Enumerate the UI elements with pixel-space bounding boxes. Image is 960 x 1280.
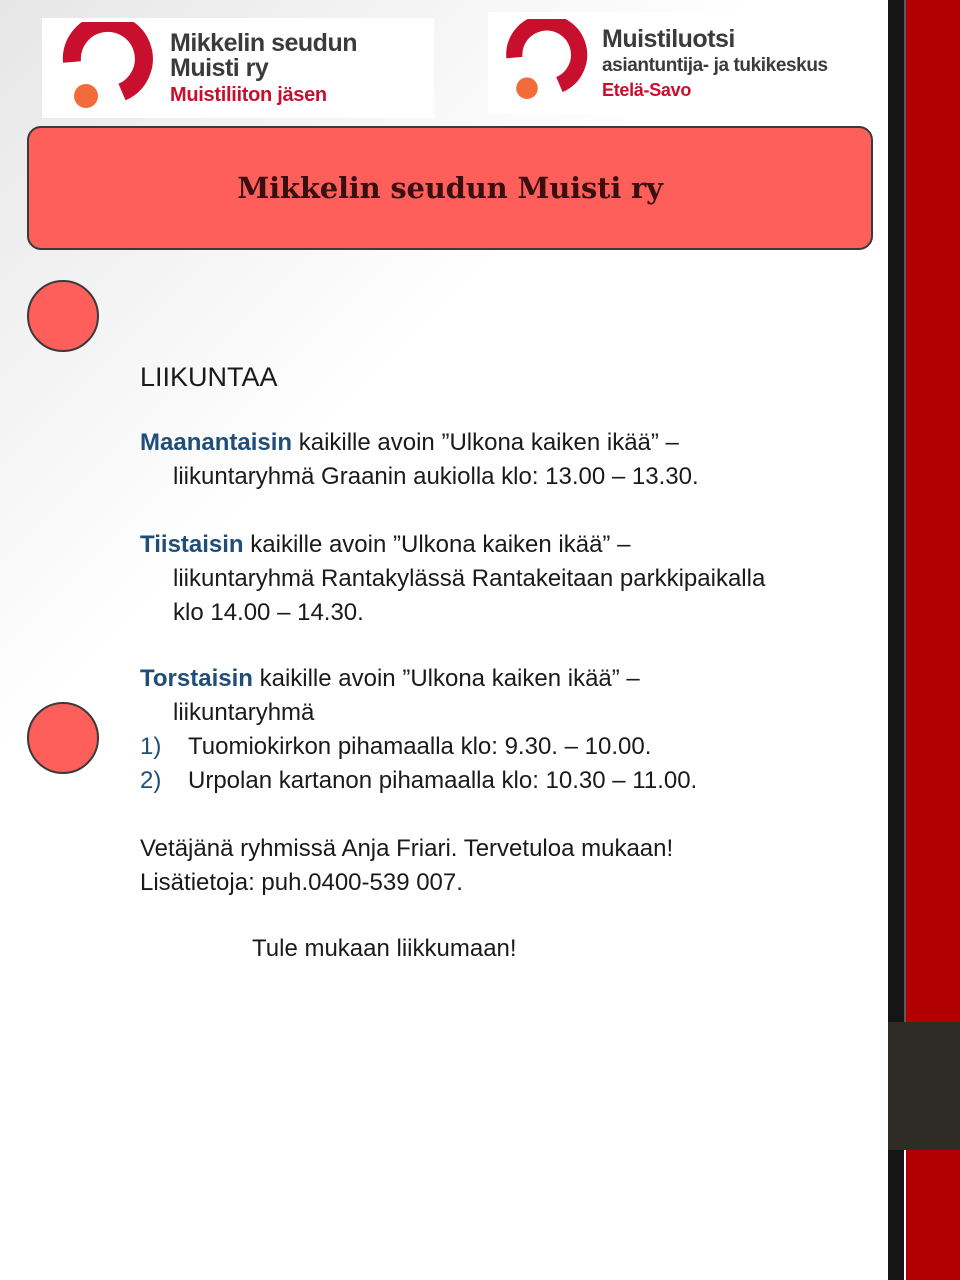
title-banner	[27, 126, 873, 250]
monday-line1: kaikille avoin ”Ulkona kaiken ikää” –	[292, 429, 679, 456]
tuesday-paragraph	[140, 528, 880, 630]
tuesday-line3: klo 14.00 – 14.30.	[173, 599, 364, 626]
logo-right-line1: Muistiluotsi	[602, 25, 735, 53]
decorative-circle-top	[27, 280, 99, 352]
list-item	[140, 730, 880, 764]
logo-muistiluotsi	[488, 12, 844, 114]
page-title: Mikkelin seudun Muisti ry	[237, 171, 663, 205]
contact-line: Lisätietoja: puh.0400-539 007.	[140, 869, 463, 896]
footer-info	[140, 832, 880, 900]
thursday-paragraph	[140, 662, 880, 730]
thursday-line2: liikuntaryhmä	[173, 699, 315, 726]
main-content	[140, 358, 880, 966]
logo-left-line1: Mikkelin seudun	[170, 29, 357, 57]
section-heading: LIIKUNTAA	[140, 362, 278, 392]
side-stripe-black	[888, 0, 904, 1022]
tuesday-line2: liikuntaryhmä Rantakylässä Rantakeitaan parkkipaikalla	[173, 565, 766, 592]
logo-mikkelin-muisti	[42, 18, 434, 118]
side-stripe-black-bottom	[888, 1150, 904, 1280]
side-stripe-dark-block	[888, 1022, 960, 1150]
question-mark-logo-icon	[500, 19, 590, 107]
list-item-text: Tuomiokirkon pihamaalla klo: 9.30. – 10.00.	[188, 733, 652, 760]
side-stripe-red	[906, 0, 960, 1022]
monday-line2: liikuntaryhmä Graanin aukiolla klo: 13.00 – 13.30.	[173, 463, 699, 490]
monday-paragraph	[140, 426, 880, 494]
tagline: Tule mukaan liikkumaan!	[252, 935, 517, 962]
list-item-number: 2)	[140, 767, 162, 794]
question-mark-logo-icon	[56, 22, 156, 114]
logo-left-line2: Muisti ry	[170, 54, 269, 82]
tuesday-line1: kaikille avoin ”Ulkona kaiken ikää” –	[243, 531, 631, 558]
monday-day: Maanantaisin	[140, 429, 293, 456]
decorative-circle-middle	[27, 702, 99, 774]
list-item-text: Urpolan kartanon pihamaalla klo: 10.30 – 11.00.	[188, 767, 698, 794]
thursday-day: Torstaisin	[140, 665, 253, 692]
logo-right-line2: asiantuntija- ja tukikeskus	[602, 55, 828, 76]
tuesday-day: Tiistaisin	[140, 531, 244, 558]
logo-right-line3: Etelä-Savo	[602, 80, 692, 100]
list-item	[140, 764, 880, 798]
leader-line: Vetäjänä ryhmissä Anja Friari. Tervetuloa mukaan!	[140, 835, 674, 862]
logo-left-line3: Muistiliiton jäsen	[170, 84, 327, 106]
side-stripe-red-bottom	[906, 1150, 960, 1280]
list-item-number: 1)	[140, 733, 162, 760]
thursday-line1: kaikille avoin ”Ulkona kaiken ikää” –	[252, 665, 640, 692]
